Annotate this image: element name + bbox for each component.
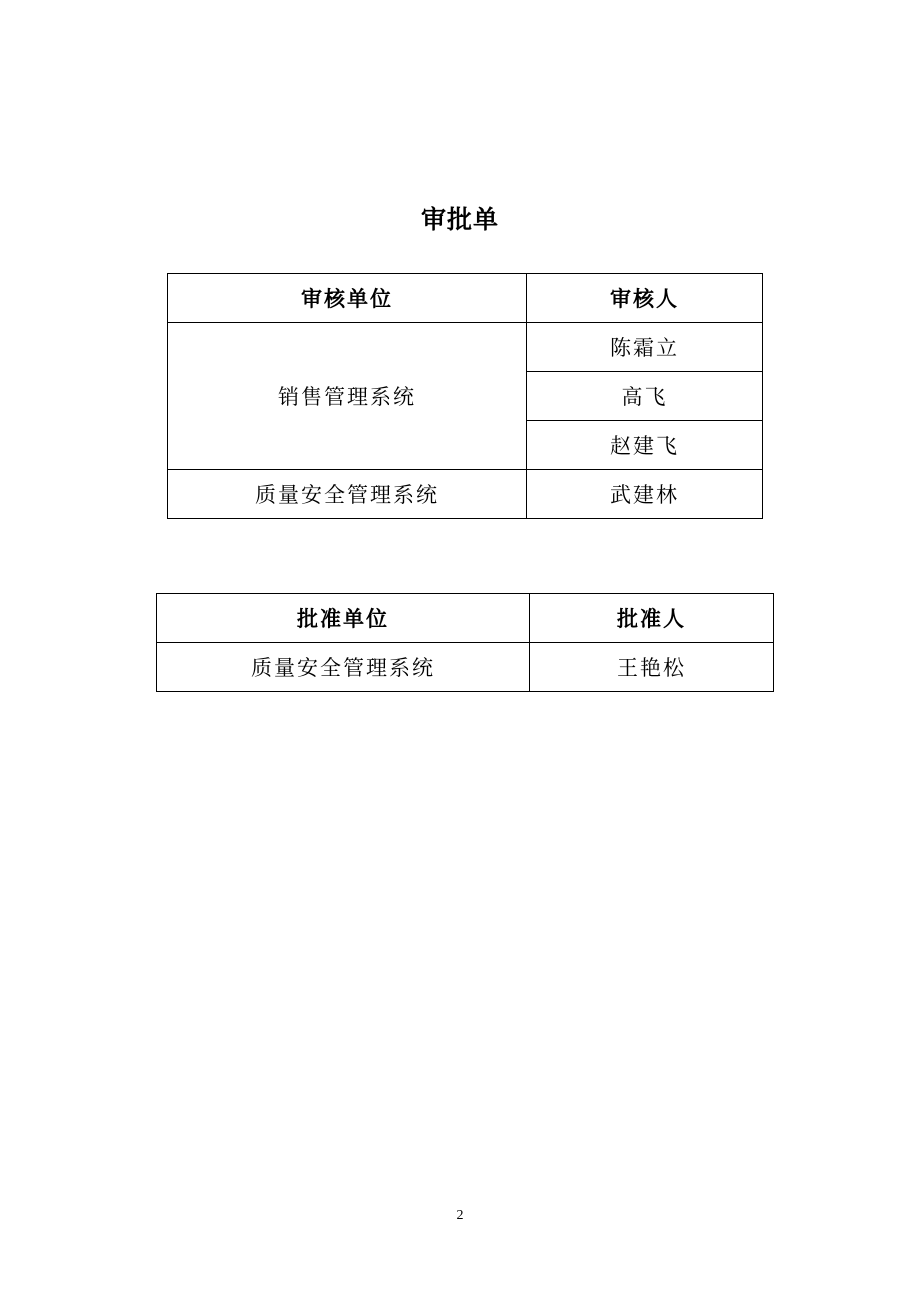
reviewer-cell: 武建林: [527, 470, 763, 519]
review-unit-cell: 质量安全管理系统: [168, 470, 527, 519]
header-approver: 批准人: [530, 594, 774, 643]
page-title: 审批单: [420, 205, 499, 234]
approver-cell: 王艳松: [530, 643, 774, 692]
reviewer-cell: 高飞: [527, 372, 763, 421]
table-header-row: [157, 594, 774, 643]
table-row: [168, 470, 763, 519]
header-approve-unit: 批准单位: [157, 594, 530, 643]
table-row: [157, 643, 774, 692]
approve-table: [156, 593, 774, 692]
reviewer-cell: 陈霜立: [527, 323, 763, 372]
review-unit-cell: 销售管理系统: [168, 323, 527, 470]
header-review-unit: 审核单位: [168, 274, 527, 323]
page-number: 2: [456, 1208, 464, 1223]
approve-unit-cell: 质量安全管理系统: [157, 643, 530, 692]
table-header-row: [168, 274, 763, 323]
table-row: [168, 323, 763, 372]
reviewer-cell: 赵建飞: [527, 421, 763, 470]
header-reviewer: 审核人: [527, 274, 763, 323]
review-table: [167, 273, 763, 519]
